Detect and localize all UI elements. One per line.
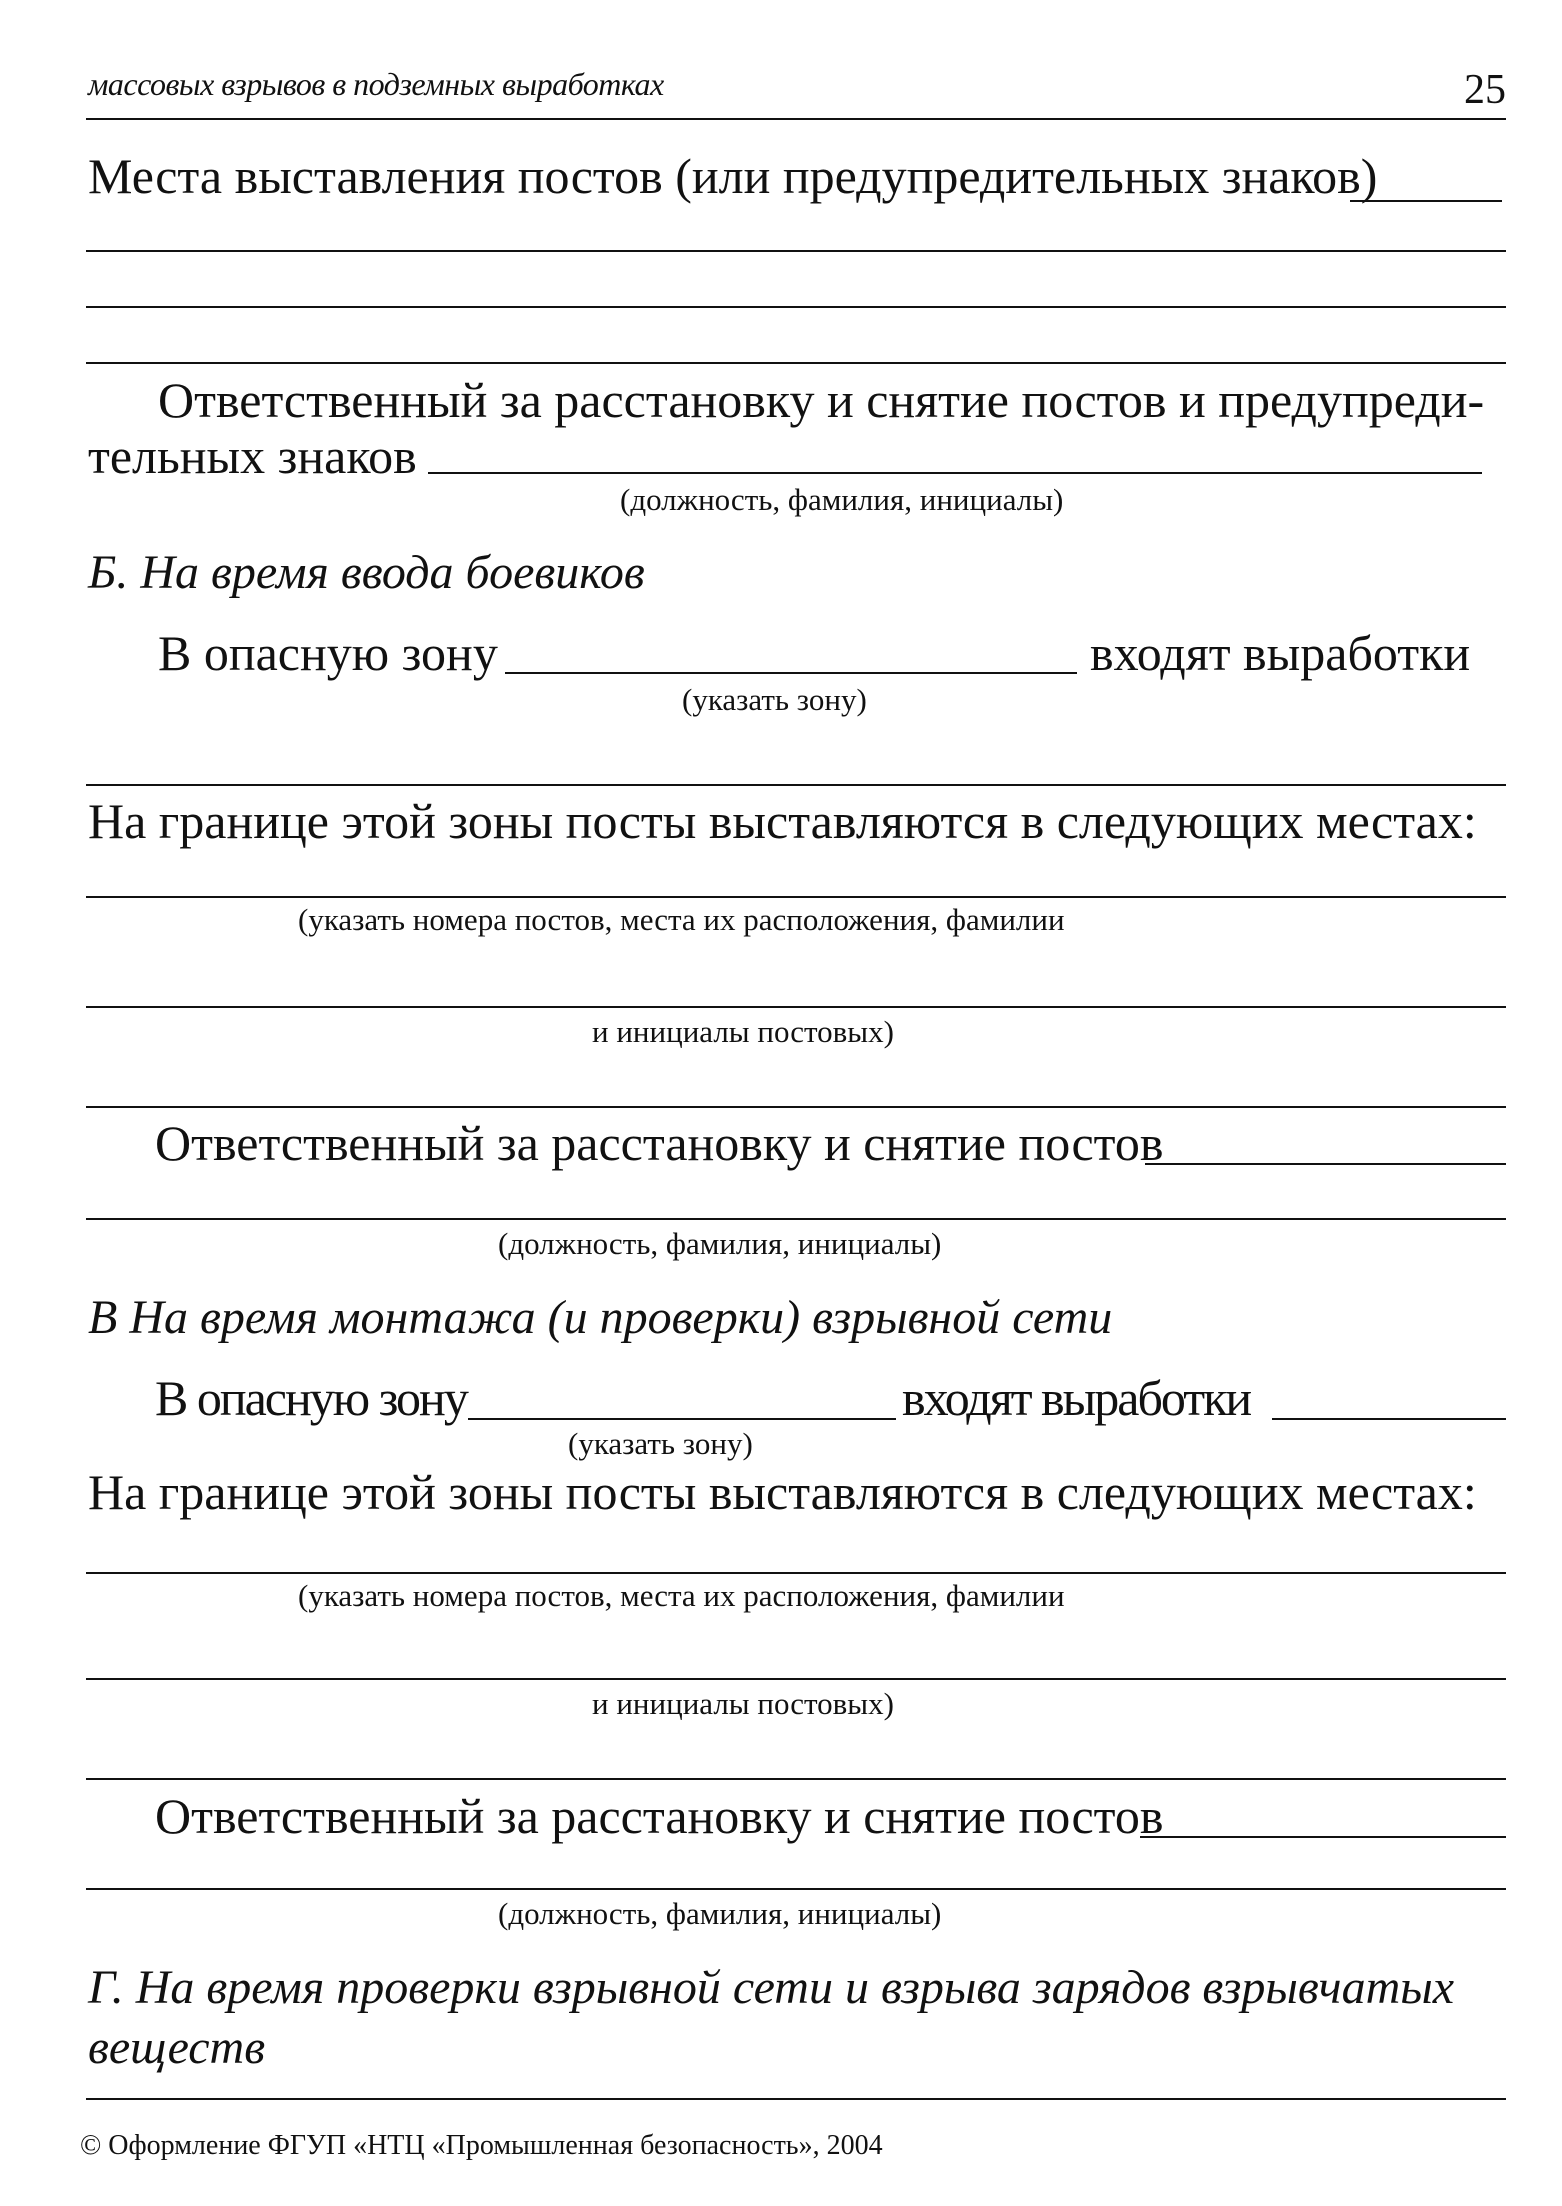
section-d-title-line2: веществ [88,2021,266,2074]
border-posts-label: На границе этой зоны посты выставляются в следующих местах: [88,793,1477,849]
fill-line [86,1218,1506,1220]
danger-zone-suffix: входят выработки [902,1370,1251,1426]
fill-line [86,784,1506,786]
footer-rule [86,2098,1506,2100]
header-rule [86,118,1506,120]
responsible-caption: (должность, фамилия, инициалы) [620,482,1064,517]
fill-line [1350,200,1502,202]
fill-line [86,362,1506,364]
fill-line [1140,1836,1506,1838]
fill-line [505,672,1077,674]
responsible-text-line1: Ответственный за расстановку и снятие постов и предупреди- [158,372,1485,428]
responsible-caption: (должность, фамилия, инициалы) [498,1226,942,1261]
zone-caption: (указать зону) [568,1426,753,1461]
fill-line [86,1572,1506,1574]
danger-zone-suffix: входят выработки [1090,625,1471,681]
zone-caption: (указать зону) [682,682,867,717]
fill-line [86,1888,1506,1890]
running-title: массовых взрывов в подземных выработках [88,66,664,102]
posts-caption-1: (указать номера постов, места их расположения, фамилии [298,902,1065,937]
section-b-title: Б. На время ввода боевиков [88,546,645,599]
fill-line [428,472,1482,474]
fill-line [86,250,1506,252]
fill-line [1145,1163,1506,1165]
fill-line [468,1418,896,1420]
responsible-text-line2: тельных знаков [88,428,417,484]
page-number: 25 [1464,67,1506,113]
posts-places-label: Места выставления постов (или предупредительных знаков) [88,148,1378,204]
section-c-title: В На время монтажа (и проверки) взрывной сети [88,1291,1113,1344]
fill-line [86,306,1506,308]
fill-line [86,1778,1506,1780]
danger-zone-prefix: В опасную зону [155,1370,467,1426]
fill-line [1272,1418,1506,1420]
fill-line [86,1006,1506,1008]
border-posts-label: На границе этой зоны посты выставляются в следующих местах: [88,1464,1477,1520]
footer-copyright: © Оформление ФГУП «НТЦ «Промышленная безопасность», 2004 [80,2130,883,2161]
responsible-posts-label: Ответственный за расстановку и снятие постов [155,1788,1164,1844]
fill-line [86,1678,1506,1680]
responsible-caption: (должность, фамилия, инициалы) [498,1896,942,1931]
section-d-title-line1: Г. На время проверки взрывной сети и взрыва зарядов взрывчатых [88,1961,1455,2014]
fill-line [86,896,1506,898]
fill-line [86,1106,1506,1108]
posts-caption-2: и инициалы постовых) [592,1014,894,1049]
danger-zone-prefix: В опасную зону [158,625,498,681]
responsible-posts-label: Ответственный за расстановку и снятие постов [155,1115,1164,1171]
posts-caption-2: и инициалы постовых) [592,1686,894,1721]
posts-caption-1: (указать номера постов, места их расположения, фамилии [298,1578,1065,1613]
